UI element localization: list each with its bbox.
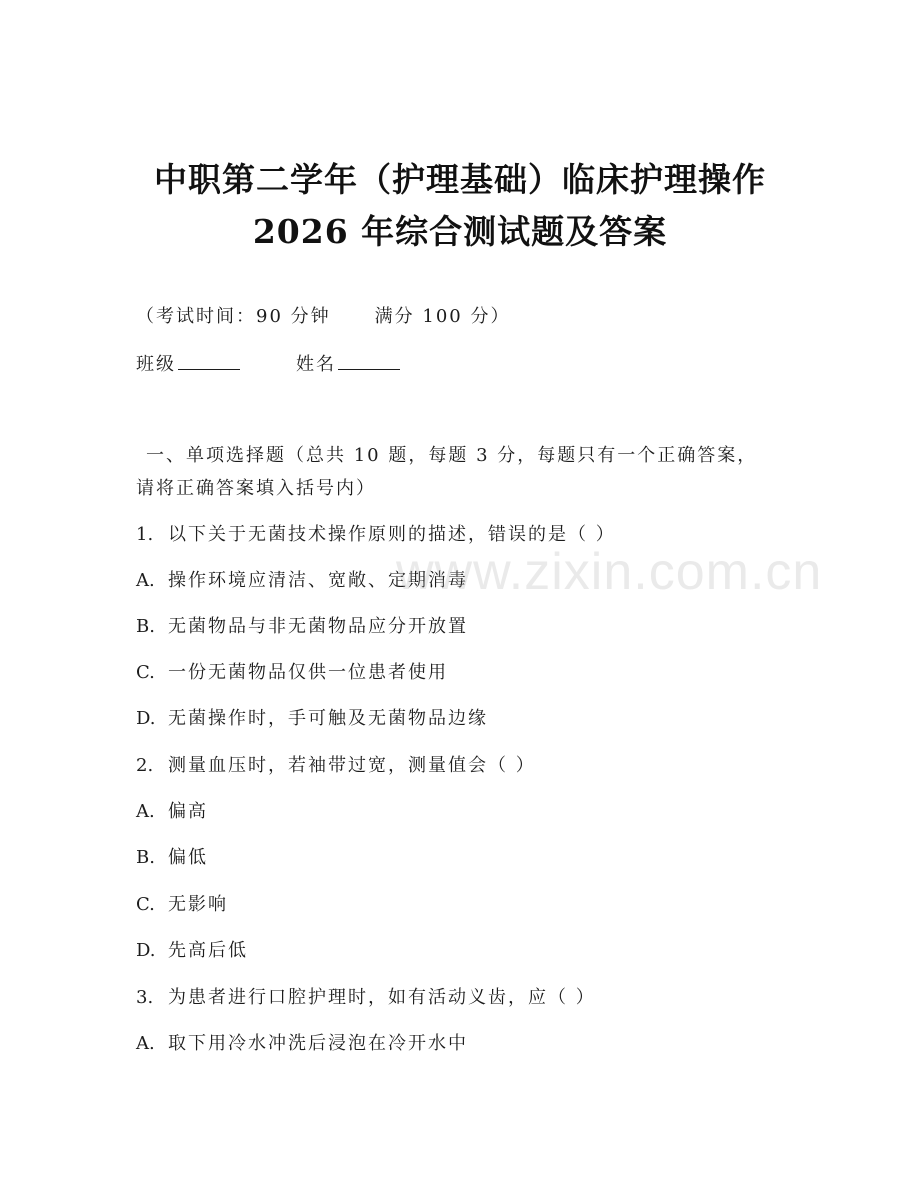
class-field <box>136 350 240 376</box>
option-text: 偏低 <box>168 847 208 868</box>
full-score: 满分 100 分） <box>374 306 511 327</box>
option-letter: A. <box>136 570 155 591</box>
option-1c <box>136 658 448 684</box>
option-letter: C. <box>136 894 155 915</box>
option-text: 先高后低 <box>168 940 248 961</box>
document-title-line-1: 中职第二学年（护理基础）临床护理操作 <box>154 160 766 199</box>
question-number: 2. <box>136 755 154 776</box>
option-2d <box>136 936 248 962</box>
option-text: 偏高 <box>168 801 208 822</box>
option-letter: B. <box>136 847 155 868</box>
name-label: 姓名 <box>296 354 336 375</box>
class-blank[interactable] <box>178 353 240 370</box>
option-text: 取下用冷水冲洗后浸泡在冷开水中 <box>168 1033 468 1054</box>
watermark: www.zixin.com.cn <box>396 543 823 601</box>
option-text: 无菌物品与非无菌物品应分开放置 <box>168 616 468 637</box>
section-heading-line-2: 请将正确答案填入括号内） <box>136 478 376 499</box>
question-1 <box>136 520 616 546</box>
option-2a <box>136 797 208 823</box>
option-letter: D. <box>136 940 156 961</box>
option-text: 无菌操作时，手可触及无菌物品边缘 <box>168 708 488 729</box>
name-blank[interactable] <box>338 353 400 370</box>
class-label: 班级 <box>136 354 176 375</box>
question-2 <box>136 751 536 777</box>
option-3a <box>136 1029 468 1055</box>
question-text: 测量血压时，若袖带过宽，测量值会（ ） <box>168 755 536 776</box>
option-2c <box>136 890 228 916</box>
document-title-line-2: 2026 年综合测试题及答案 <box>252 212 668 251</box>
question-text: 以下关于无菌技术操作原则的描述，错误的是（ ） <box>168 524 616 545</box>
exam-info <box>136 302 510 328</box>
option-1a <box>136 566 468 592</box>
option-1d <box>136 704 488 730</box>
option-letter: A. <box>136 801 155 822</box>
option-1b <box>136 612 468 638</box>
question-text: 为患者进行口腔护理时，如有活动义齿，应（ ） <box>168 987 596 1008</box>
question-number: 3. <box>136 987 154 1008</box>
option-text: 操作环境应清洁、宽敞、定期消毒 <box>168 570 468 591</box>
option-letter: A. <box>136 1033 155 1054</box>
question-number: 1. <box>136 524 154 545</box>
section-heading-line-1: 一、单项选择题（总共 10 题，每题 3 分，每题只有一个正确答案， <box>146 445 758 466</box>
exam-time: （考试时间：90 分钟 <box>136 306 331 327</box>
option-text: 无影响 <box>168 894 228 915</box>
option-letter: C. <box>136 662 155 683</box>
question-3 <box>136 983 596 1009</box>
option-letter: D. <box>136 708 156 729</box>
name-field <box>296 350 400 376</box>
option-2b <box>136 843 208 869</box>
option-text: 一份无菌物品仅供一位患者使用 <box>168 662 448 683</box>
option-letter: B. <box>136 616 155 637</box>
